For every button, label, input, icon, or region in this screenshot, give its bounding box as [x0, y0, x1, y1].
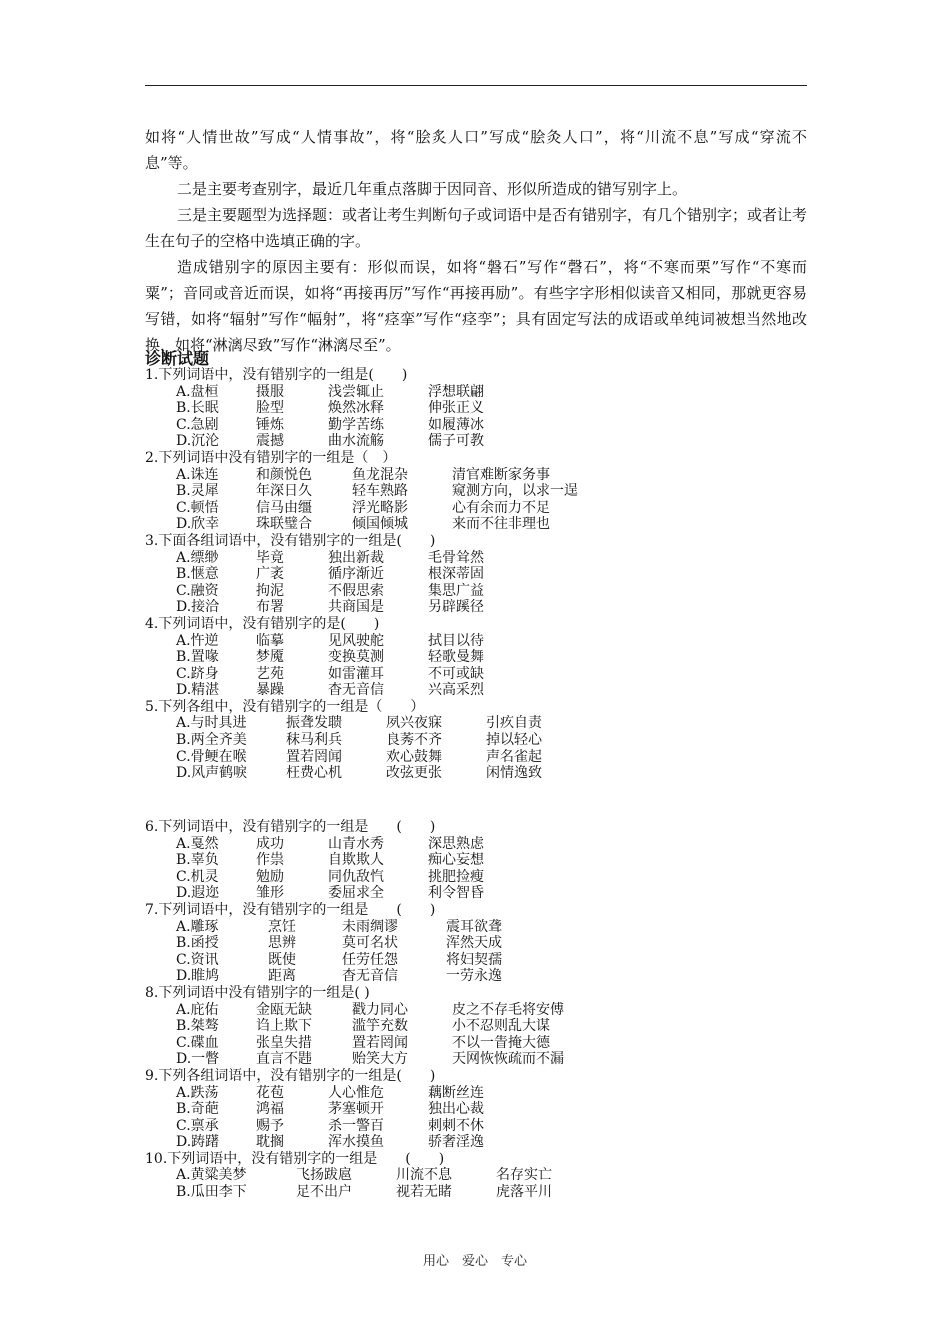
- option-term: 鸿福: [256, 1101, 284, 1118]
- option-term: 变换莫测: [328, 649, 384, 666]
- option-term: 毕竟: [256, 549, 284, 566]
- section-title: 诊断试题: [145, 349, 210, 368]
- option-term: 如履薄冰: [428, 416, 484, 433]
- question-option: [145, 1018, 564, 1035]
- option-term: 人心惟危: [328, 1084, 384, 1101]
- option-term: 藕断丝连: [428, 1084, 484, 1101]
- option-term: 川流不息: [396, 1167, 452, 1184]
- option-term: 飞扬跋扈: [296, 1167, 352, 1184]
- question-option: [145, 583, 578, 600]
- option-term: C.融资: [176, 582, 219, 599]
- option-term: 广袤: [256, 566, 284, 583]
- option-term: D.风声鹤唳: [176, 765, 248, 782]
- question-option: [145, 1184, 564, 1201]
- question-option: [145, 1051, 564, 1068]
- option-term: 诌上欺下: [256, 1018, 312, 1035]
- option-term: B.桀骜: [176, 1018, 219, 1035]
- option-term: B.辜负: [176, 852, 219, 869]
- option-term: 深思熟虑: [428, 835, 484, 852]
- option-term: C.资讯: [176, 951, 219, 968]
- question-stem: 3.下面各组词语中，没有错别字的一组是( ): [145, 532, 436, 549]
- option-term: D.精湛: [176, 682, 220, 699]
- option-term: 震耳欲聋: [446, 918, 502, 935]
- intro-text: [145, 124, 807, 358]
- question-option: [145, 500, 578, 517]
- option-term: 小不忍则乱大谋: [452, 1018, 550, 1035]
- option-term: 戳力同心: [352, 1001, 408, 1018]
- option-term: A.跌荡: [176, 1084, 219, 1101]
- option-term: A.忤逆: [176, 632, 219, 649]
- option-term: D.沉沦: [176, 433, 220, 450]
- option-term: 秣马利兵: [286, 732, 342, 749]
- intro-paragraph-2: 二是主要考查别字，最近几年重点落脚于因同音、形似所造成的错写别字上。: [177, 180, 688, 198]
- option-term: 改弦更张: [386, 765, 442, 782]
- question-option: [145, 869, 564, 886]
- question-stem: 1.下列词语中，没有错别字的一组是( ): [145, 367, 408, 383]
- option-term: 拘泥: [256, 582, 284, 599]
- option-term: 张皇失措: [256, 1034, 312, 1051]
- option-term: D.一瞥: [176, 1051, 220, 1068]
- question-option: [145, 1035, 564, 1052]
- option-term: 不可或缺: [428, 665, 484, 682]
- option-term: 心有余而力不足: [452, 499, 550, 516]
- option-term: 浮想联翩: [428, 383, 484, 400]
- question-option: [145, 649, 578, 666]
- option-term: C.急剧: [176, 416, 219, 433]
- option-term: 信马由缰: [256, 499, 312, 516]
- option-term: 同仇敌忾: [328, 868, 384, 885]
- option-term: 珠联璧合: [256, 516, 312, 533]
- option-term: 一劳永逸: [446, 968, 502, 985]
- option-term: 置若罔闻: [286, 748, 342, 765]
- option-term: 声名雀起: [486, 748, 542, 765]
- question-stem: 6.下列词语中，没有错别字的一组是 ( ): [145, 819, 436, 835]
- option-term: B.惬意: [176, 566, 219, 583]
- option-term: D.睢鸠: [176, 968, 220, 985]
- option-term: 花苞: [256, 1084, 284, 1101]
- intro-paragraph-3: 三是主要题型为选择题：或者让考生判断句子或词语中是否有错别字，有几个错别字；或者让考生在句子的空格中选填正确的字。: [145, 206, 808, 250]
- option-term: 循序渐近: [328, 566, 384, 583]
- question-option: [145, 919, 564, 936]
- option-term: 直言不韪: [256, 1051, 312, 1068]
- option-term: B.奇葩: [176, 1101, 219, 1118]
- question-option: [145, 749, 578, 766]
- option-term: C.骨鲠在喉: [176, 748, 247, 765]
- option-term: 勉励: [256, 868, 284, 885]
- question-option: [145, 599, 578, 616]
- option-term: 虎落平川: [496, 1184, 552, 1201]
- option-term: 自欺欺人: [328, 852, 384, 869]
- option-term: B.函授: [176, 935, 219, 952]
- option-term: 名存实亡: [496, 1167, 552, 1184]
- option-term: 清官难断家务事: [452, 466, 550, 483]
- option-term: 烹饪: [268, 918, 296, 935]
- option-term: C.跻身: [176, 665, 219, 682]
- option-term: 置若罔闻: [352, 1034, 408, 1051]
- option-term: 莫可名状: [342, 935, 398, 952]
- option-term: 拭目以待: [428, 632, 484, 649]
- option-term: 轻车熟路: [352, 483, 408, 500]
- option-term: 既使: [268, 951, 296, 968]
- option-term: 摄服: [256, 383, 284, 400]
- question-option: [145, 765, 578, 782]
- option-term: 杀一警百: [328, 1117, 384, 1134]
- option-term: 和颜悦色: [256, 466, 312, 483]
- option-term: D.接洽: [176, 599, 220, 616]
- option-term: 闲情逸致: [486, 765, 542, 782]
- header-rule: [145, 85, 807, 86]
- question-option: [145, 516, 578, 533]
- option-term: 梦魇: [256, 649, 284, 666]
- option-term: 成功: [256, 835, 284, 852]
- question-option: [145, 433, 578, 450]
- option-term: 毛骨耸然: [428, 549, 484, 566]
- question-stem: 4.下列词语中，没有错别字的是( ): [145, 615, 380, 632]
- option-term: 不以一眚掩大德: [452, 1034, 550, 1051]
- option-term: 窥测方向，以求一逞: [452, 483, 578, 500]
- question-block-top: [145, 367, 578, 782]
- question-option: [145, 666, 578, 683]
- question-option: [145, 968, 564, 985]
- option-term: 视若无睹: [396, 1184, 452, 1201]
- question-option: [145, 1002, 564, 1019]
- option-term: 年深日久: [256, 483, 312, 500]
- question-option: [145, 952, 564, 969]
- option-term: B.两全齐美: [176, 732, 247, 749]
- option-term: 焕然冰释: [328, 400, 384, 417]
- option-term: 来而不往非理也: [452, 516, 550, 533]
- option-term: B.灵犀: [176, 483, 219, 500]
- option-term: 震撼: [256, 433, 284, 450]
- option-term: 茅塞顿开: [328, 1101, 384, 1118]
- option-term: 距离: [268, 968, 296, 985]
- question-stem: 9.下列各组词语中，没有错别字的一组是( ): [145, 1067, 436, 1084]
- question-option: [145, 550, 578, 567]
- option-term: 儒子可教: [428, 433, 484, 450]
- option-term: 皮之不存毛将安傅: [452, 1001, 564, 1018]
- option-term: 将妇契孺: [446, 951, 502, 968]
- question-option: [145, 1134, 564, 1151]
- question-option: [145, 885, 564, 902]
- option-term: 良莠不齐: [386, 732, 442, 749]
- option-term: 夙兴夜寐: [386, 715, 442, 732]
- option-term: B.瓜田李下: [176, 1184, 247, 1201]
- option-term: 浑水摸鱼: [328, 1134, 384, 1151]
- option-term: D.欣幸: [176, 516, 220, 533]
- option-term: 痴心妄想: [428, 852, 484, 869]
- option-term: 临摹: [256, 632, 284, 649]
- question-option: [145, 682, 578, 699]
- option-term: C.禀承: [176, 1117, 219, 1134]
- option-term: 独出心裁: [428, 1101, 484, 1118]
- question-option: [145, 566, 578, 583]
- option-term: 曲水流觞: [328, 433, 384, 450]
- option-term: 轻歌曼舞: [428, 649, 484, 666]
- option-term: 脸型: [256, 400, 284, 417]
- option-term: 天网恢恢疏而不漏: [452, 1051, 564, 1068]
- option-term: A.戛然: [176, 835, 219, 852]
- intro-paragraph-1: 如将“人情世故”写成“人情事故”，将“脍炙人口”写成“脍灸人口”，将“川流不息”写成“穿流不息”等。: [145, 128, 807, 172]
- option-term: 根深蒂固: [428, 566, 484, 583]
- question-option: [145, 732, 578, 749]
- option-term: 足不出户: [296, 1184, 352, 1201]
- option-term: C.机灵: [176, 868, 219, 885]
- question-stem: 10.下列词语中，没有错别字的一组是 ( ): [145, 1150, 445, 1167]
- option-term: 杳无音信: [342, 968, 398, 985]
- option-term: A.与时具进: [176, 715, 247, 732]
- option-term: A.雕琢: [176, 918, 219, 935]
- question-option: [145, 633, 578, 650]
- question-option: [145, 1101, 564, 1118]
- option-term: 枉费心机: [286, 765, 342, 782]
- option-term: 山青水秀: [328, 835, 384, 852]
- question-option: [145, 715, 578, 732]
- option-term: 刺刺不休: [428, 1117, 484, 1134]
- option-term: 挑肥捡瘦: [428, 868, 484, 885]
- option-term: 共商国是: [328, 599, 384, 616]
- question-option: [145, 935, 564, 952]
- option-term: 见风驶舵: [328, 632, 384, 649]
- question-option: [145, 1118, 564, 1135]
- question-stem: 8.下列词语中没有错别字的一组是( ): [145, 984, 370, 1001]
- question-option: [145, 384, 578, 401]
- option-term: 浅尝辄止: [328, 383, 384, 400]
- option-term: D.遐迩: [176, 885, 220, 902]
- option-term: 欢心鼓舞: [386, 748, 442, 765]
- intro-paragraph-4: 造成错别字的原因主要有：形似而误，如将“磐石”写作“磬石”，将“不寒而栗”写作“不寒而粟”；音同或音近而误，如将“再接再厉”写作“再接再励”。有些字字形相似读音又相同，那就更容易写错，如将“辐射”写作“幅射”，将“痉挛”写作“痉孪”；具有固定写法的成语或单纯词被想当然地改换，如将“淋漓尽致”写作“淋漓尽至”。: [145, 258, 807, 354]
- option-term: 倾国倾城: [352, 516, 408, 533]
- option-term: 浮光略影: [352, 499, 408, 516]
- option-term: 浑然天成: [446, 935, 502, 952]
- option-term: 任劳任怨: [342, 951, 398, 968]
- option-term: 作祟: [256, 852, 284, 869]
- option-term: 雏形: [256, 885, 284, 902]
- option-term: 耽搁: [256, 1134, 284, 1151]
- option-term: 如雷灌耳: [328, 665, 384, 682]
- option-term: 利令智昏: [428, 885, 484, 902]
- question-option: [145, 467, 578, 484]
- option-term: 振聋发聩: [286, 715, 342, 732]
- option-term: A.庇佑: [176, 1001, 219, 1018]
- option-term: C.碟血: [176, 1034, 219, 1051]
- option-term: 思辨: [268, 935, 296, 952]
- option-term: 引疚自责: [486, 715, 542, 732]
- option-term: A.缥缈: [176, 549, 219, 566]
- option-term: A.盘桓: [176, 383, 219, 400]
- option-term: 另辟蹊径: [428, 599, 484, 616]
- option-term: 掉以轻心: [486, 732, 542, 749]
- question-option: [145, 1167, 564, 1184]
- option-term: 未雨绸谬: [342, 918, 398, 935]
- option-term: 独出新裁: [328, 549, 384, 566]
- question-stem: 5.下列各组中，没有错别字的一组是（ ）: [145, 698, 425, 715]
- option-term: A.诛连: [176, 466, 219, 483]
- option-term: 兴高采烈: [428, 682, 484, 699]
- option-term: 布署: [256, 599, 284, 616]
- option-term: 伸张正义: [428, 400, 484, 417]
- option-term: 赐予: [256, 1117, 284, 1134]
- option-term: 委屈求全: [328, 885, 384, 902]
- option-term: 鱼龙混杂: [352, 466, 408, 483]
- option-term: 锤炼: [256, 416, 284, 433]
- question-option: [145, 852, 564, 869]
- option-term: 滥竽充数: [352, 1018, 408, 1035]
- option-term: 不假思索: [328, 582, 384, 599]
- question-stem: 2.下列词语中没有错别字的一组是（ ）: [145, 449, 397, 466]
- question-option: [145, 1085, 564, 1102]
- option-term: 杳无音信: [328, 682, 384, 699]
- option-term: B.置喙: [176, 649, 219, 666]
- question-option: [145, 400, 578, 417]
- option-term: 集思广益: [428, 582, 484, 599]
- option-term: A.黄粱美梦: [176, 1167, 247, 1184]
- page-footer: 用心 爱心 专心: [422, 1254, 527, 1269]
- question-block-bottom: [145, 819, 564, 1201]
- option-term: 勤学苦练: [328, 416, 384, 433]
- option-term: D.踌躇: [176, 1134, 220, 1151]
- option-term: 金瓯无缺: [256, 1001, 312, 1018]
- option-term: 骄奢淫逸: [428, 1134, 484, 1151]
- question-option: [145, 417, 578, 434]
- question-option: [145, 836, 564, 853]
- question-stem: 7.下列词语中，没有错别字的一组是 ( ): [145, 901, 436, 918]
- option-term: 艺苑: [256, 665, 284, 682]
- question-option: [145, 483, 578, 500]
- option-term: 贻笑大方: [352, 1051, 408, 1068]
- option-term: B.长眠: [176, 400, 219, 417]
- option-term: 暴躁: [256, 682, 284, 699]
- option-term: C.顿悟: [176, 499, 219, 516]
